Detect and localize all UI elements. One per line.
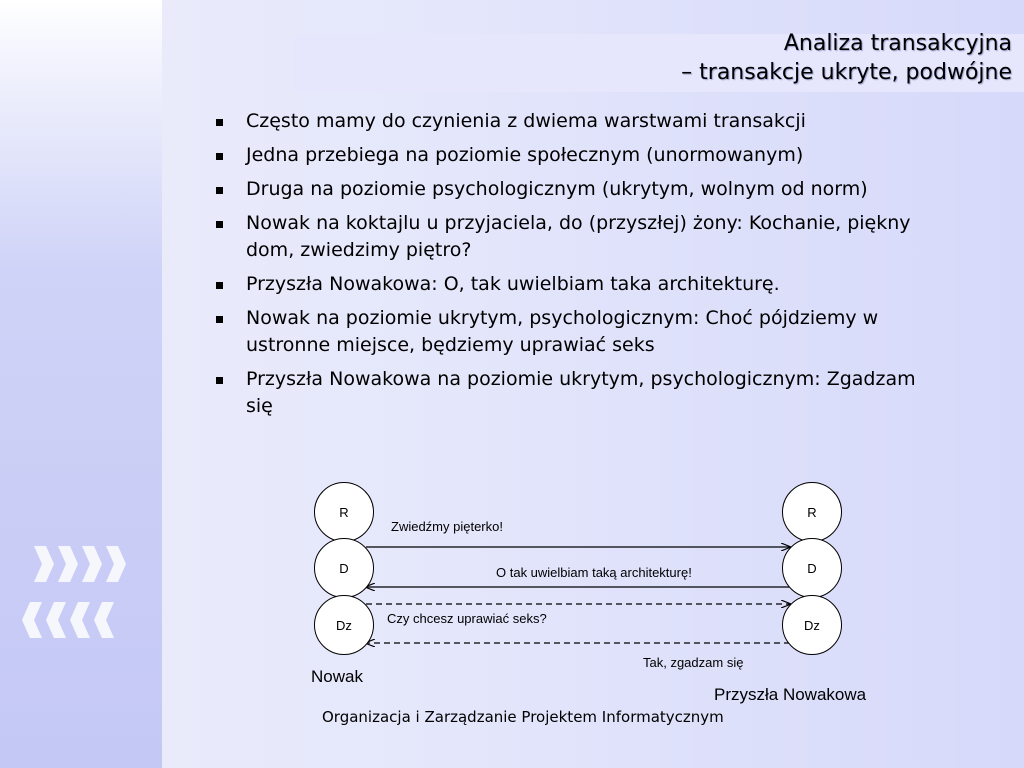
slide-title-line2: – transakcje ukryte, podwójne: [681, 60, 1012, 85]
bullet-text: Nowak na poziomie ukrytym, psychologicznym: Choć pójdziemy w ustronne miejsce, będziemy uprawiać seks: [246, 307, 879, 356]
left-state-adult: D: [314, 538, 374, 598]
bullet-text: Druga na poziomie psychologicznym (ukrytym, wolnym od norm): [246, 178, 868, 200]
bullet-text: Przyszła Nowakowa: O, tak uwielbiam taka architekturę.: [246, 273, 780, 295]
message-label-1: Zwiedźmy pięterko!: [391, 519, 503, 534]
left-state-parent: R: [314, 482, 374, 542]
slide-title-line1: Analiza transakcyjna: [783, 31, 1012, 56]
right-state-parent: R: [782, 482, 842, 542]
bullet-text: Często mamy do czynienia z dwiema warstwami transakcji: [246, 110, 806, 132]
left-person-name: Nowak: [311, 667, 363, 686]
slide-footer: Organizacja i Zarządzanie Projektem Informatycznym: [322, 708, 724, 726]
message-label-2: O tak uwielbiam taką architekturę!: [496, 565, 692, 580]
left-state-child: Dz: [314, 595, 374, 655]
bullet-text: Nowak na koktajlu u przyjaciela, do (przyszłej) żony: Kochanie, piękny dom, zwiedzimy piętro?: [246, 212, 911, 261]
message-label-3: Czy chcesz uprawiać seks?: [387, 611, 547, 626]
right-state-adult: D: [782, 538, 842, 598]
message-label-4: Tak, zgadzam się: [643, 655, 744, 670]
bullet-text: Przyszła Nowakowa na poziomie ukrytym, psychologicznym: Zgadzam się: [246, 368, 916, 417]
right-state-child: Dz: [782, 595, 842, 655]
bullet-text: Jedna przebiega na poziomie społecznym (unormowanym): [246, 144, 804, 166]
right-person-name: Przyszła Nowakowa: [714, 685, 867, 704]
